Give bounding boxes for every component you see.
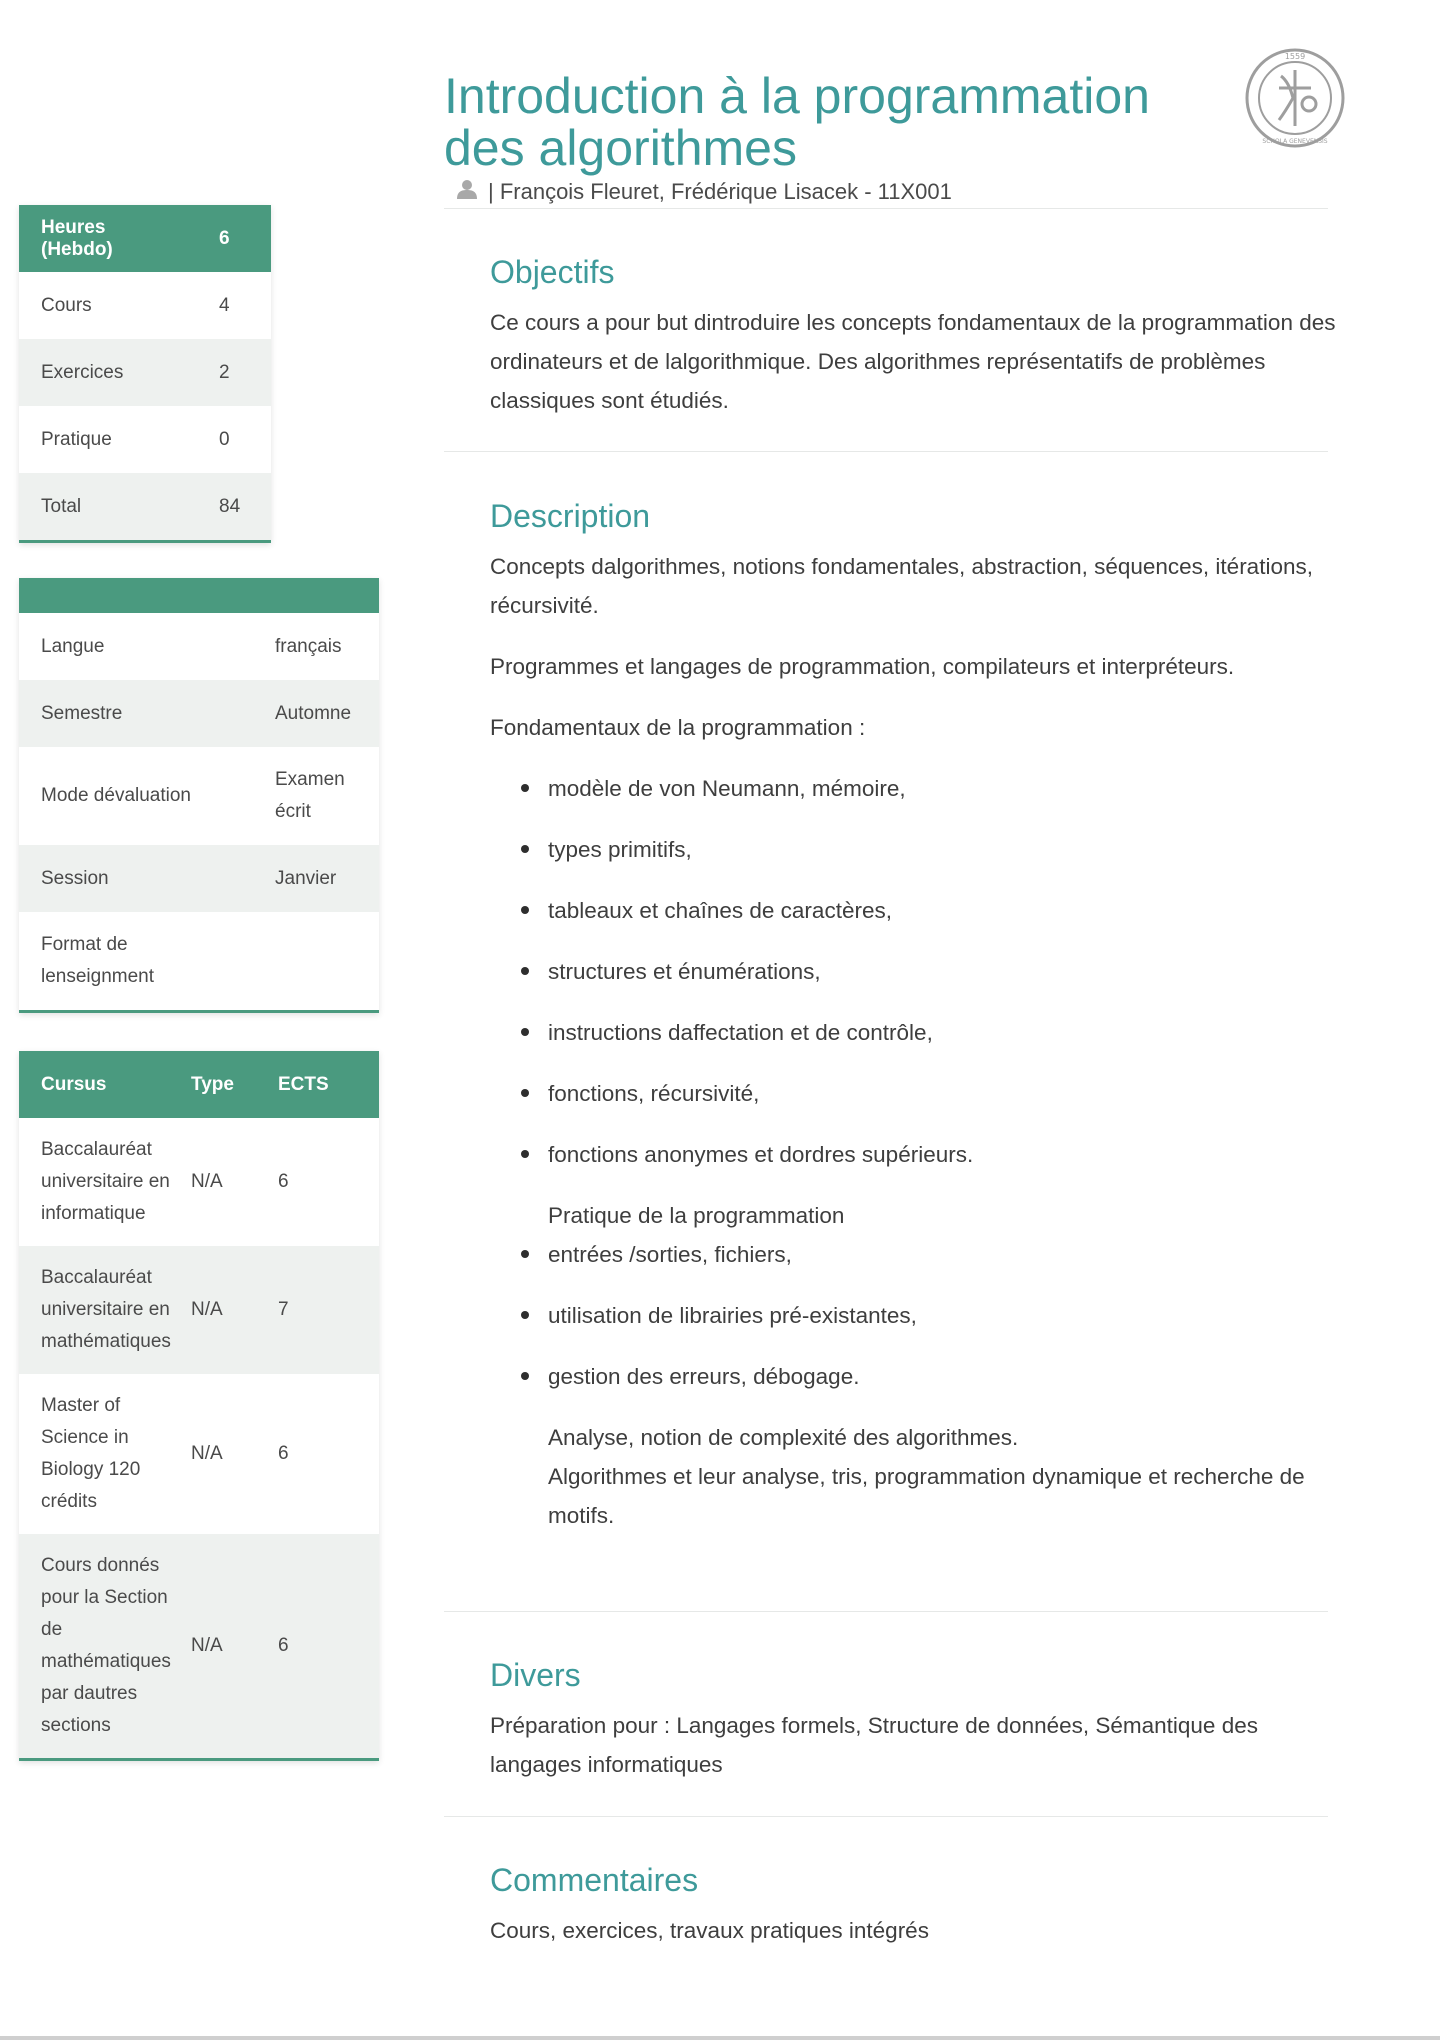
list-item: fonctions, récursivité, [548, 1074, 1350, 1113]
hours-row [19, 473, 271, 542]
user-icon [456, 178, 478, 206]
hours-row-label: Cours [41, 294, 92, 316]
course-header [444, 70, 1328, 208]
hours-row-value: 84 [197, 473, 271, 542]
cursus-type: N/A [191, 1246, 256, 1374]
cursus-ects: 6 [277, 1443, 289, 1464]
hours-row [19, 339, 271, 406]
info-value [253, 912, 379, 1012]
cursus-table [19, 1051, 379, 1761]
practice-subheading: Pratique de la programmation [548, 1203, 845, 1228]
section-description [467, 498, 1350, 1535]
hours-row-value: 4 [219, 294, 230, 316]
hours-row-value: 0 [219, 428, 230, 450]
info-row [19, 845, 379, 912]
list-item: gestion des erreurs, débogage. [548, 1357, 1350, 1396]
divider [444, 1611, 1328, 1612]
algorithms-text: Algorithmes et leur analyse, tris, programmation dynamique et recherche de motifs. [548, 1464, 1305, 1528]
section-heading: Divers [490, 1657, 581, 1693]
cursus-header: Cursus [19, 1051, 191, 1118]
divider [444, 451, 1328, 452]
description-p3: Fondamentaux de la programmation : [490, 715, 866, 740]
cursus-type: N/A [191, 1534, 256, 1760]
list-item: utilisation de librairies pré-existantes, [548, 1296, 1350, 1335]
course-info-table [19, 578, 379, 1013]
page-bottom-bar [0, 2036, 1440, 2040]
fundamentals-list [490, 769, 1350, 1174]
authors-text: | François Fleuret, Frédérique Lisacek - 11X001 [488, 179, 952, 204]
info-row [19, 912, 379, 1012]
seal-year: 1559 [1284, 52, 1306, 61]
hours-row [19, 406, 271, 473]
type-header: Type [191, 1051, 256, 1118]
hours-row [19, 272, 271, 339]
info-row [19, 613, 379, 680]
info-value: Janvier [253, 845, 379, 912]
list-item: tableaux et chaînes de caractères, [548, 891, 1350, 930]
info-table-header [19, 578, 379, 613]
section-heading: Description [490, 498, 651, 534]
hours-row-label: Exercices [19, 339, 197, 406]
practice-list [490, 1235, 1350, 1396]
complexity-text: Analyse, notion de complexité des algorithmes. [548, 1425, 1019, 1450]
cursus-name: Baccalauréat universitaire en mathématiques [19, 1246, 191, 1374]
info-row [19, 747, 379, 845]
section-commentaires [467, 1862, 1350, 1950]
list-item: types primitifs, [548, 830, 1350, 869]
author-line [444, 176, 1328, 208]
info-label: Session [19, 845, 253, 912]
cursus-type: N/A [191, 1443, 223, 1464]
description-p2: Programmes et langages de programmation, compilateurs et interpréteurs. [490, 654, 1235, 679]
page-title: Introduction à la programmation des algorithmes [444, 68, 1150, 176]
cursus-ects: 6 [256, 1534, 379, 1760]
cursus-name: Master of Science in Biology 120 crédits [41, 1395, 141, 1512]
info-label: Mode dévaluation [41, 785, 191, 806]
seal-ring-text: SCHOLA GENEVENSIS [1262, 138, 1328, 145]
list-item: fonctions anonymes et dordres supérieurs. [548, 1135, 1350, 1174]
list-item: modèle de von Neumann, mémoire, [548, 769, 1350, 808]
hours-header-value: 6 [197, 205, 271, 272]
hours-row-label: Total [19, 473, 197, 542]
section-heading: Commentaires [490, 1862, 699, 1898]
divider [444, 208, 1328, 209]
objectifs-text: Ce cours a pour but dintroduire les concepts fondamentaux de la programmation des ordinateurs et de lalgorithmique. Des algorithmes représentatifs de problèmes classiques sont étudiés. [490, 310, 1336, 413]
list-item: structures et énumérations, [548, 952, 1350, 991]
info-label: Semestre [19, 680, 253, 747]
info-row [19, 680, 379, 747]
list-item: instructions daffectation et de contrôle, [548, 1013, 1350, 1052]
divers-text: Préparation pour : Langages formels, Structure de données, Sémantique des langages informatiques [490, 1713, 1258, 1777]
cursus-row [19, 1246, 379, 1374]
section-heading: Objectifs [490, 254, 615, 290]
hours-header-label: Heures (Hebdo) [19, 205, 197, 272]
cursus-type: N/A [191, 1171, 223, 1192]
hours-table [19, 205, 271, 543]
list-item: entrées /sorties, fichiers, [548, 1235, 1350, 1274]
section-objectifs [467, 254, 1350, 420]
cursus-row [19, 1118, 379, 1246]
hours-row-label: Pratique [41, 428, 112, 450]
hours-row-value: 2 [197, 339, 271, 406]
divider [444, 1816, 1328, 1817]
university-seal-icon [1245, 48, 1345, 148]
cursus-name: Cours donnés pour la Section de mathématiques par dautres sections [19, 1534, 191, 1760]
info-value: français [275, 635, 342, 657]
cursus-row [19, 1534, 379, 1760]
description-p1: Concepts dalgorithmes, notions fondamentales, abstraction, séquences, itérations, récursivité. [490, 554, 1313, 618]
commentaires-text: Cours, exercices, travaux pratiques intégrés [490, 1918, 929, 1943]
info-value: Automne [253, 680, 379, 747]
ects-header: ECTS [256, 1051, 379, 1118]
cursus-name: Baccalauréat universitaire en informatique [41, 1139, 170, 1224]
cursus-ects: 7 [256, 1246, 379, 1374]
info-value: Examen écrit [275, 769, 345, 822]
info-label: Format de lenseignment [19, 912, 253, 1012]
info-label: Langue [41, 635, 105, 657]
section-divers [467, 1657, 1350, 1784]
cursus-ects: 6 [277, 1171, 289, 1192]
cursus-row [19, 1374, 379, 1534]
